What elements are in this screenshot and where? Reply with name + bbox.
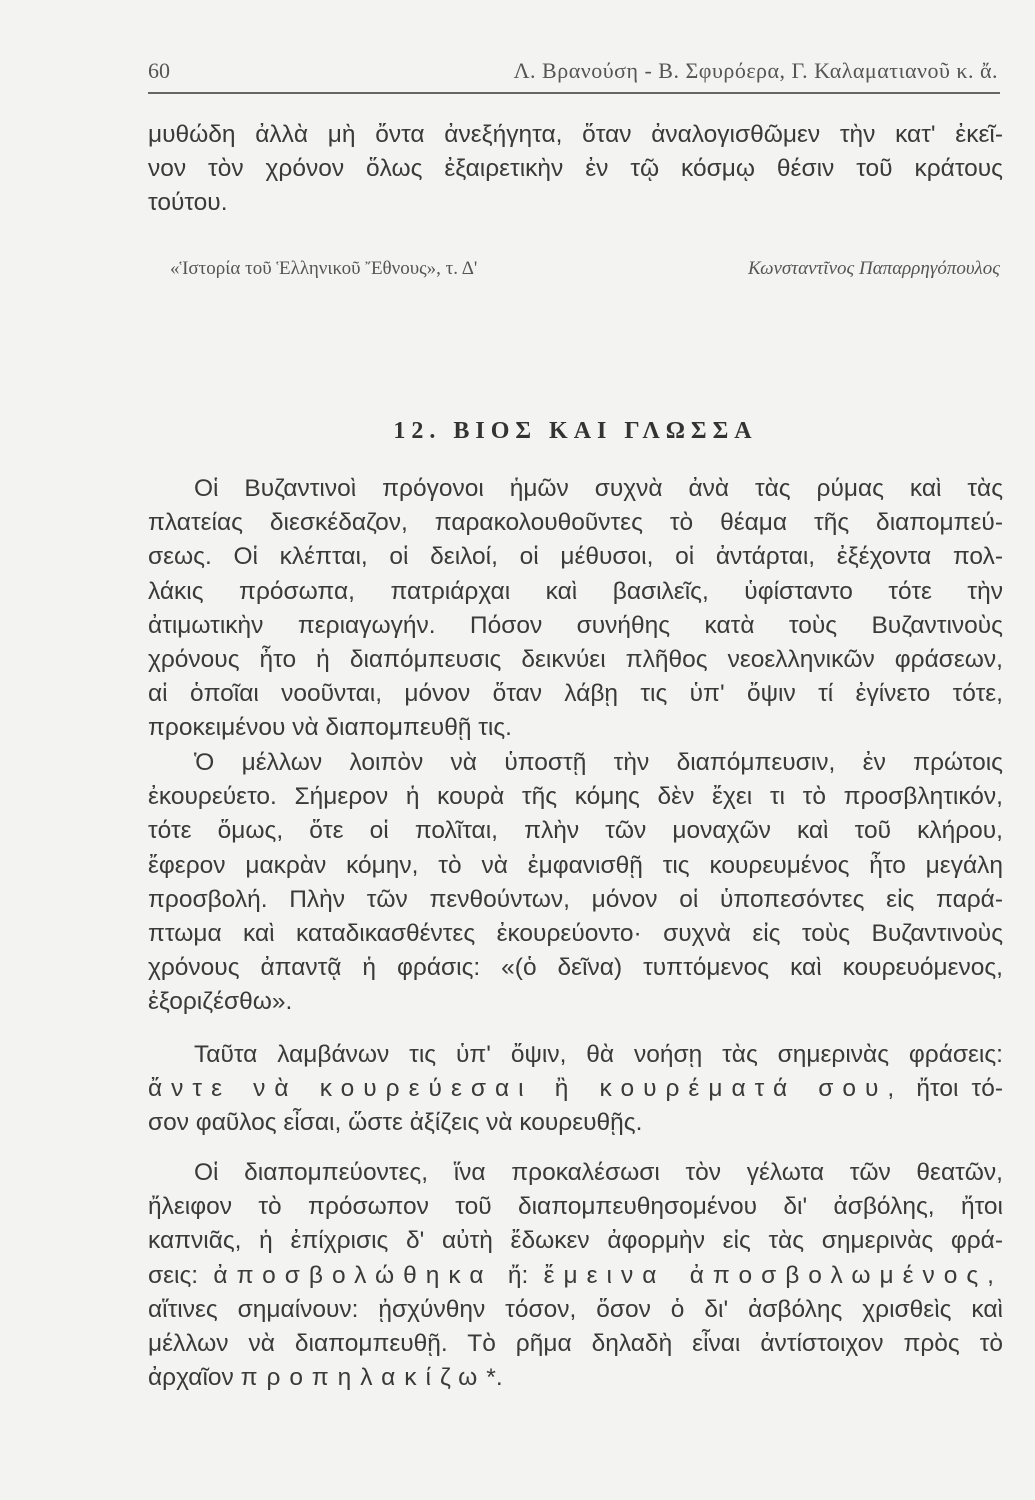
text-line: τούτου. [148, 189, 228, 217]
intro-paragraph [148, 118, 1003, 221]
paragraph-4 [148, 1156, 1003, 1395]
text-line: σον φαῦλος εἶσαι, ὥστε ἀξίζεις νὰ κουρευθῇς. [148, 1109, 643, 1137]
citation-author: Κωνσταντῖνος Παπαρρηγόπουλος [747, 258, 1000, 279]
footnote-marker: *. [486, 1364, 503, 1392]
text-fragment: σεις: [148, 1261, 214, 1289]
text-line: αἱ ὁποῖαι νοοῦνται, μόνον ὅταν λάβῃ τις ὑπ' ὄψιν τί ἐγίνετο τότε, [148, 680, 1003, 708]
text-line: Οἱ Βυζαντινοὶ πρόγονοι ἡμῶν συχνὰ ἀνὰ τὰς ρύμας καὶ τὰς [194, 475, 1003, 502]
text-line: Ὁ μέλλων λοιπὸν νὰ ὑποστῇ τὴν διαπόμπευσιν, ἐν πρώτοις [194, 749, 1003, 776]
section-heading: 12. ΒΙΟΣ ΚΑΙ ΓΛΩΣΣΑ [393, 418, 758, 444]
text-line [148, 1259, 1003, 1293]
text-line: χρόνους ἦτο ἡ διαπόμπευσις δεικνύει πλῆθος νεοελληνικῶν φράσεων, [148, 646, 1003, 674]
text-line: πτωμα καὶ καταδικασθέντες ἐκουρεύοντο· συχνὰ εἰς τοὺς Βυζαντινοὺς [148, 920, 1003, 948]
spaced-phrase: ἄντε νὰ κουρεύεσαι ἢ κουρέματά σου, [148, 1075, 904, 1103]
text-line: προσβολή. Πλὴν τῶν πενθούντων, μόνον οἱ ὑποπεσόντες εἰς παρά- [148, 885, 1003, 913]
text-line: ἀτιμωτικὴν περιαγωγήν. Πόσον συνήθης κατὰ τοὺς Βυζαντινοὺς [148, 611, 1003, 639]
spaced-phrase: προπηλακίζω [240, 1364, 487, 1392]
text-line: ἔφερον μακρὰν κόμην, τὸ νὰ ἐμφανισθῇ τις κουρευμένος ἦτο μεγάλη [148, 851, 1003, 879]
text-line: αἵτινες σημαίνουν: ᾐσχύνθην τόσον, ὅσον ὁ δι' ἀσβόλης χρισθεὶς καὶ [148, 1295, 1003, 1323]
citation-source: «Ἱστορία τοῦ Ἑλληνικοῦ Ἔθνους», τ. Δ' [170, 258, 478, 279]
running-header [148, 50, 998, 88]
text-line: ἐκουρεύετο. Σήμερον ἡ κουρὰ τῆς κόμης δὲν ἔχει τι τὸ προσβλητικόν, [148, 783, 1003, 811]
paragraph-1 [148, 472, 1003, 746]
spaced-phrase: ἔμεινα ἀποσβολωμένος, [543, 1261, 1003, 1289]
text-line: ἤλειφον τὸ πρόσωπον τοῦ διαπομπευθησομένου δι' ἀσβόλης, ἤτοι [148, 1193, 1003, 1221]
text-line: ἐξοριζέσθω». [148, 988, 293, 1016]
running-title: Λ. Βρανούση - Β. Σφυρόερα, Γ. Καλαματιανοῦ κ. ἄ. [513, 58, 998, 83]
page-number: 60 [148, 58, 170, 83]
text-line: χρόνους ἀπαντᾷ ἡ φράσις: «(ὁ δεῖνα) τυπτόμενος καὶ κουρευόμενος, [148, 954, 1003, 982]
text-fragment: ἀρχαῖον [148, 1364, 241, 1392]
text-line [148, 1361, 1003, 1395]
text-line: μυθώδη ἀλλὰ μὴ ὄντα ἀνεξήγητα, ὅταν ἀναλογισθῶμεν τὴν κατ' ἐκεῖ- [148, 121, 1003, 148]
spaced-phrase: ἀποσβολώθηκα [213, 1261, 493, 1289]
text-line: καπνιᾶς, ἡ ἐπίχρισις δ' αὐτὴ ἔδωκεν ἀφορμὴν εἰς τὰς σημερινὰς φρά- [148, 1227, 1003, 1255]
text-line [148, 1072, 1003, 1106]
text-line: Ταῦτα λαμβάνων τις ὑπ' ὄψιν, θὰ νοήσῃ τὰς σημερινὰς φράσεις: [194, 1041, 1003, 1068]
paragraph-3 [148, 1038, 1003, 1141]
paragraph-2 [148, 746, 1003, 1020]
header-rule [148, 92, 1000, 94]
text-line: λάκις πρόσωπα, πατριάρχαι καὶ βασιλεῖς, ὑφίσταντο τότε τὴν [148, 577, 1003, 605]
text-fragment: ἤτοι τό- [903, 1075, 1003, 1103]
text-line: πλατείας διεσκέδαζον, παρακολουθοῦντες τὸ θέαμα τῆς διαπομπεύ- [148, 509, 1003, 537]
text-line: προκειμένου νὰ διαπομπευθῇ τις. [148, 714, 512, 742]
text-line: μέλλων νὰ διαπομπευθῇ. Τὸ ρῆμα δηλαδὴ εἶναι ἀντίστοιχον πρὸς τὸ [148, 1330, 1003, 1358]
text-line: σεως. Οἱ κλέπται, οἱ δειλοί, οἱ μέθυσοι, οἱ ἀντάρται, ἐξέχοντα πολ- [148, 543, 1003, 571]
text-line: τότε ὅμως, ὅτε οἱ πολῖται, πλὴν τῶν μοναχῶν καὶ τοῦ κλήρου, [148, 817, 1003, 845]
text-line: Οἱ διαπομπεύοντες, ἵνα προκαλέσωσι τὸν γέλωτα τῶν θεατῶν, [194, 1159, 1003, 1186]
text-fragment: ἤ: [492, 1261, 544, 1289]
text-line: νον τὸν χρόνον ὅλως ἐξαιρετικὴν ἐν τῷ κόσμῳ θέσιν τοῦ κράτους [148, 155, 1003, 183]
citation [148, 258, 1000, 288]
